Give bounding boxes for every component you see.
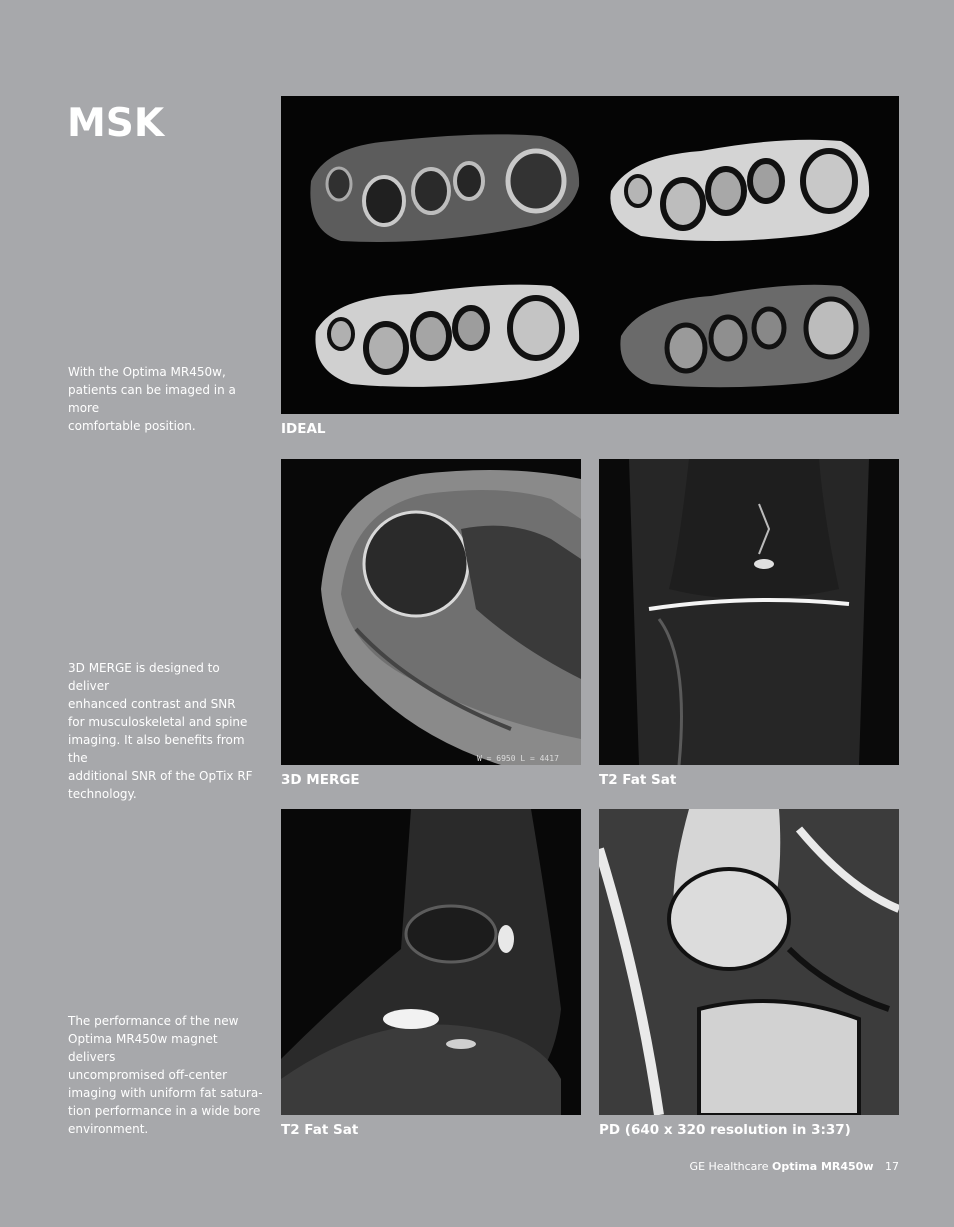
page-title: MSK xyxy=(67,101,165,146)
footer-product: Optima MR450w xyxy=(771,1160,874,1173)
merge-3d-mri-image xyxy=(281,459,581,765)
sidebar-paragraph-3: The performance of the new Optima MR450w magnet delivers uncompromised off-center imaging with uniform fat satura- tion performance in a wide bore environment. xyxy=(68,1014,263,1136)
merge-3d-overlay-text: W = 6950 L = 4417 xyxy=(477,754,559,763)
caption-3d-merge: 3D MERGE xyxy=(281,772,360,788)
page-number: 17 xyxy=(885,1160,899,1173)
page-footer xyxy=(690,1160,899,1173)
caption-pd-knee: PD (640 x 320 resolution in 3:37) xyxy=(599,1122,851,1138)
pd-knee-image xyxy=(599,809,899,1115)
sidebar-paragraph-2: 3D MERGE is designed to deliver enhanced contrast and SNR for musculoskeletal and spine imaging. It also benefits from the additional SNR of the OpTix RF technology. xyxy=(68,661,253,801)
footer-company: GE Healthcare xyxy=(689,1160,769,1173)
sidebar-paragraph-1: With the Optima MR450w, patients can be imaged in a more comfortable position. xyxy=(68,365,236,433)
t2-fat-sat-ankle-image xyxy=(281,809,581,1115)
ideal-mri-image xyxy=(281,96,899,414)
caption-t2-fat-sat-ankle: T2 Fat Sat xyxy=(281,1122,359,1138)
caption-t2-fat-sat-elbow: T2 Fat Sat xyxy=(599,772,677,788)
caption-ideal: IDEAL xyxy=(281,421,326,437)
t2-fat-sat-elbow-image xyxy=(599,459,899,765)
